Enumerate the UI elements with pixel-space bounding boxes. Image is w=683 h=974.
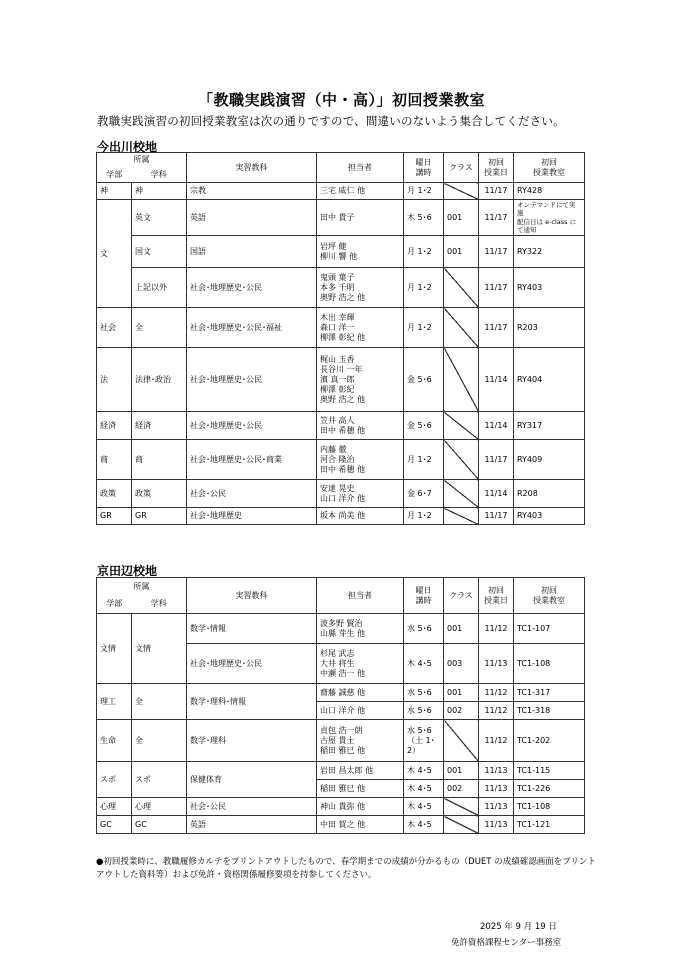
department-cell: 商: [132, 440, 187, 480]
period-cell: 水 5･6: [404, 684, 444, 702]
table-row: [97, 480, 585, 508]
subject-cell: 数学･理科: [187, 720, 317, 762]
room-cell: RY322: [514, 236, 585, 268]
teacher-cell: 岩田 昌太郎 他: [317, 762, 404, 780]
department-cell: 英文: [132, 200, 187, 236]
subject-cell: 英語: [187, 200, 317, 236]
faculty-cell: GR: [97, 508, 132, 525]
department-cell: 政策: [132, 480, 187, 508]
instructions-note: ●初回授業時に、教職履修カルテをプリントアウトしたもので、春学期までの成績が分かるもの（DUET の成績確認画面をプリントアウトした資料等）および免許・資格関係履修要項を持参してください。: [96, 857, 596, 880]
period-cell: 水 5･6: [404, 702, 444, 720]
date-cell: 11/17: [479, 440, 514, 480]
faculty-cell: 経済: [97, 412, 132, 440]
header-dayperiod: 曜日 講時: [404, 578, 444, 614]
department-cell: 法律･政治: [132, 348, 187, 412]
table-row: [97, 348, 585, 412]
table-row: [97, 816, 585, 834]
header-teacher: 担当者: [317, 578, 404, 614]
header-class: クラス: [444, 153, 479, 183]
teacher-cell: 田中 貴子: [317, 200, 404, 236]
room-cell: R203: [514, 308, 585, 348]
class-cell: 001: [444, 200, 479, 236]
imadegawa-table: [96, 152, 585, 525]
room-cell: R208: [514, 480, 585, 508]
subject-cell: 社会･地理歴史･公民: [187, 644, 317, 684]
header-faculty: 学部: [97, 596, 132, 614]
department-cell: GC: [132, 816, 187, 834]
date-cell: 11/12: [479, 684, 514, 702]
class-cell: 001: [444, 684, 479, 702]
class-cell-empty: [444, 798, 479, 816]
period-cell: 月 1･2: [404, 236, 444, 268]
room-cell: TC1-226: [514, 780, 585, 798]
header-teacher: 担当者: [317, 153, 404, 183]
faculty-cell: 神: [97, 183, 132, 200]
room-cell: TC1-317: [514, 684, 585, 702]
header-firstdate: 初回 授業日: [479, 153, 514, 183]
date-cell: 11/17: [479, 200, 514, 236]
room-cell: RY403: [514, 508, 585, 525]
table-row: [97, 508, 585, 525]
room-cell: オンデマンドにて実施 配信日は e-class にて通知: [514, 200, 585, 236]
table-row: [97, 440, 585, 480]
date-cell: 11/14: [479, 480, 514, 508]
room-cell: TC1-115: [514, 762, 585, 780]
date-cell: 11/13: [479, 780, 514, 798]
table-row: [97, 236, 585, 268]
issue-date: 2025 年 9 月 19 日: [480, 922, 557, 932]
header-subject: 実習教科: [187, 153, 317, 183]
header-room: 初回 授業教室: [514, 578, 585, 614]
date-cell: 11/13: [479, 798, 514, 816]
room-cell: TC1-108: [514, 644, 585, 684]
subject-cell: 社会･地理歴史･公民･福祉: [187, 308, 317, 348]
header-faculty: 学部: [97, 168, 132, 183]
table-row: [97, 200, 585, 236]
date-cell: 11/17: [479, 308, 514, 348]
class-cell-empty: [444, 720, 479, 762]
teacher-cell: 鬼頭 葉子 本多 千明 奥野 浩之 他: [317, 268, 404, 308]
faculty-cell: 社会: [97, 308, 132, 348]
teacher-cell: 岩坪 健 柳川 響 他: [317, 236, 404, 268]
teacher-cell: 三宅 威仁 他: [317, 183, 404, 200]
header-class: クラス: [444, 578, 479, 614]
room-cell: RY409: [514, 440, 585, 480]
header-department: 学科: [132, 168, 187, 183]
room-cell: TC1-202: [514, 720, 585, 762]
header-room: 初回 授業教室: [514, 153, 585, 183]
date-cell: 11/17: [479, 508, 514, 525]
class-cell-empty: [444, 440, 479, 480]
room-cell: RY404: [514, 348, 585, 412]
period-cell: 月 1･2: [404, 308, 444, 348]
teacher-cell: 坂本 尚美 他: [317, 508, 404, 525]
department-cell: 全: [132, 720, 187, 762]
room-cell: TC1-318: [514, 702, 585, 720]
faculty-cell: 政策: [97, 480, 132, 508]
class-cell-empty: [444, 412, 479, 440]
faculty-cell: 法: [97, 348, 132, 412]
teacher-cell: 稲田 雅巳 他: [317, 780, 404, 798]
date-cell: 11/12: [479, 614, 514, 644]
teacher-cell: 齋藤 誠慈 他: [317, 684, 404, 702]
class-cell: 002: [444, 780, 479, 798]
room-cell: RY317: [514, 412, 585, 440]
class-cell: 001: [444, 614, 479, 644]
table-row: [97, 798, 585, 816]
date-cell: 11/14: [479, 412, 514, 440]
department-cell: スポ: [132, 762, 187, 798]
subject-cell: 社会･地理歴史･公民: [187, 348, 317, 412]
subject-cell: 英語: [187, 816, 317, 834]
date-cell: 11/13: [479, 816, 514, 834]
page-title: 「教職実践演習（中・高）」初回授業教室: [197, 91, 485, 109]
faculty-cell: 心理: [97, 798, 132, 816]
teacher-cell: 中田 賀之 他: [317, 816, 404, 834]
room-cell: TC1-107: [514, 614, 585, 644]
date-cell: 11/12: [479, 702, 514, 720]
teacher-cell: 杉尾 武志 大井 将生 中瀬 浩一 他: [317, 644, 404, 684]
class-cell-empty: [444, 268, 479, 308]
teacher-cell: 梶山 玉香 長谷川 一年 濱 真一郎 柳澤 彰紀 奥野 浩之 他: [317, 348, 404, 412]
table-row: [97, 268, 585, 308]
period-cell: 月 1･2: [404, 440, 444, 480]
period-cell: 水 5･6 （土 1･2）: [404, 720, 444, 762]
room-cell: TC1-121: [514, 816, 585, 834]
period-cell: 木 5･6: [404, 200, 444, 236]
department-cell: GR: [132, 508, 187, 525]
table-row: [97, 412, 585, 440]
faculty-cell: 商: [97, 440, 132, 480]
subject-cell: 数学･理科･情報: [187, 684, 317, 720]
date-cell: 11/13: [479, 762, 514, 780]
department-cell: 心理: [132, 798, 187, 816]
subject-cell: 社会･地理歴史: [187, 508, 317, 525]
period-cell: 月 1･2: [404, 508, 444, 525]
date-cell: 11/17: [479, 268, 514, 308]
period-cell: 木 4･5: [404, 644, 444, 684]
class-cell-empty: [444, 508, 479, 525]
date-cell: 11/13: [479, 644, 514, 684]
period-cell: 木 4･5: [404, 816, 444, 834]
subject-cell: 社会･公民: [187, 480, 317, 508]
header-department: 学科: [132, 596, 187, 614]
period-cell: 木 4･5: [404, 780, 444, 798]
department-cell: 神: [132, 183, 187, 200]
date-cell: 11/17: [479, 183, 514, 200]
kyotanabe-table: [96, 577, 585, 834]
campus-kyotanabe-title: 京田辺校地: [97, 564, 158, 578]
teacher-cell: 安達 晃史 山口 洋介 他: [317, 480, 404, 508]
issuing-office: 免許資格課程センター事務室: [451, 938, 562, 948]
class-cell-empty: [444, 816, 479, 834]
teacher-cell: 波多野 賢治 山縣 芽生 他: [317, 614, 404, 644]
teacher-cell: 貞包 浩一朗 古屋 貴士 稲田 雅巳 他: [317, 720, 404, 762]
department-cell: 国文: [132, 236, 187, 268]
date-cell: 11/17: [479, 236, 514, 268]
department-cell: 文情: [132, 614, 187, 684]
header-affiliation: 所属: [97, 578, 187, 596]
period-cell: 金 5･6: [404, 348, 444, 412]
subject-cell: 社会･地理歴史･公民: [187, 412, 317, 440]
teacher-cell: 神山 貴弥 他: [317, 798, 404, 816]
department-cell: 全: [132, 684, 187, 720]
table-row: [97, 308, 585, 348]
table-row: [97, 762, 585, 780]
teacher-cell: 木出 幸輝 森口 洋一 柳澤 彰紀 他: [317, 308, 404, 348]
faculty-cell: スポ: [97, 762, 132, 798]
header-subject: 実習教科: [187, 578, 317, 614]
period-cell: 水 5･6: [404, 614, 444, 644]
faculty-cell: GC: [97, 816, 132, 834]
class-cell: 001: [444, 236, 479, 268]
intro-text: 教職実践演習の初回授業教室は次の通りですので、間違いのないよう集合してください。: [97, 114, 565, 128]
faculty-cell: 文情: [97, 614, 132, 684]
subject-cell: 数学･情報: [187, 614, 317, 644]
table-row: [97, 684, 585, 702]
date-cell: 11/12: [479, 720, 514, 762]
class-cell: 001: [444, 762, 479, 780]
header-dayperiod: 曜日 講時: [404, 153, 444, 183]
class-cell: 002: [444, 702, 479, 720]
room-cell: RY403: [514, 268, 585, 308]
teacher-cell: 山口 洋介 他: [317, 702, 404, 720]
table-row: [97, 720, 585, 762]
period-cell: 月 1･2: [404, 183, 444, 200]
period-cell: 金 6･7: [404, 480, 444, 508]
class-cell-empty: [444, 480, 479, 508]
department-cell: 経済: [132, 412, 187, 440]
campus-imadegawa-title: 今出川校地: [97, 140, 158, 154]
department-cell: 全: [132, 308, 187, 348]
subject-cell: 社会･公民: [187, 798, 317, 816]
faculty-cell: 生命: [97, 720, 132, 762]
subject-cell: 社会･地理歴史･公民･商業: [187, 440, 317, 480]
faculty-cell: 文: [97, 200, 132, 308]
faculty-cell: 理工: [97, 684, 132, 720]
header-firstdate: 初回 授業日: [479, 578, 514, 614]
subject-cell: 国語: [187, 236, 317, 268]
room-cell: TC1-108: [514, 798, 585, 816]
period-cell: 木 4･5: [404, 762, 444, 780]
class-cell-empty: [444, 308, 479, 348]
subject-cell: 社会･地理歴史･公民: [187, 268, 317, 308]
class-cell: 003: [444, 644, 479, 684]
teacher-cell: 笠井 高人 田中 希穂 他: [317, 412, 404, 440]
subject-cell: 宗教: [187, 183, 317, 200]
subject-cell: 保健体育: [187, 762, 317, 798]
period-cell: 木 4･5: [404, 798, 444, 816]
class-cell-empty: [444, 348, 479, 412]
table-row: [97, 183, 585, 200]
table-row: [97, 614, 585, 644]
period-cell: 月 1･2: [404, 268, 444, 308]
teacher-cell: 内藤 徹 河合 隆治 田中 希穂 他: [317, 440, 404, 480]
header-affiliation: 所属: [97, 153, 187, 168]
department-cell: 上記以外: [132, 268, 187, 308]
room-cell: RY428: [514, 183, 585, 200]
period-cell: 金 5･6: [404, 412, 444, 440]
class-cell-empty: [444, 183, 479, 200]
date-cell: 11/14: [479, 348, 514, 412]
